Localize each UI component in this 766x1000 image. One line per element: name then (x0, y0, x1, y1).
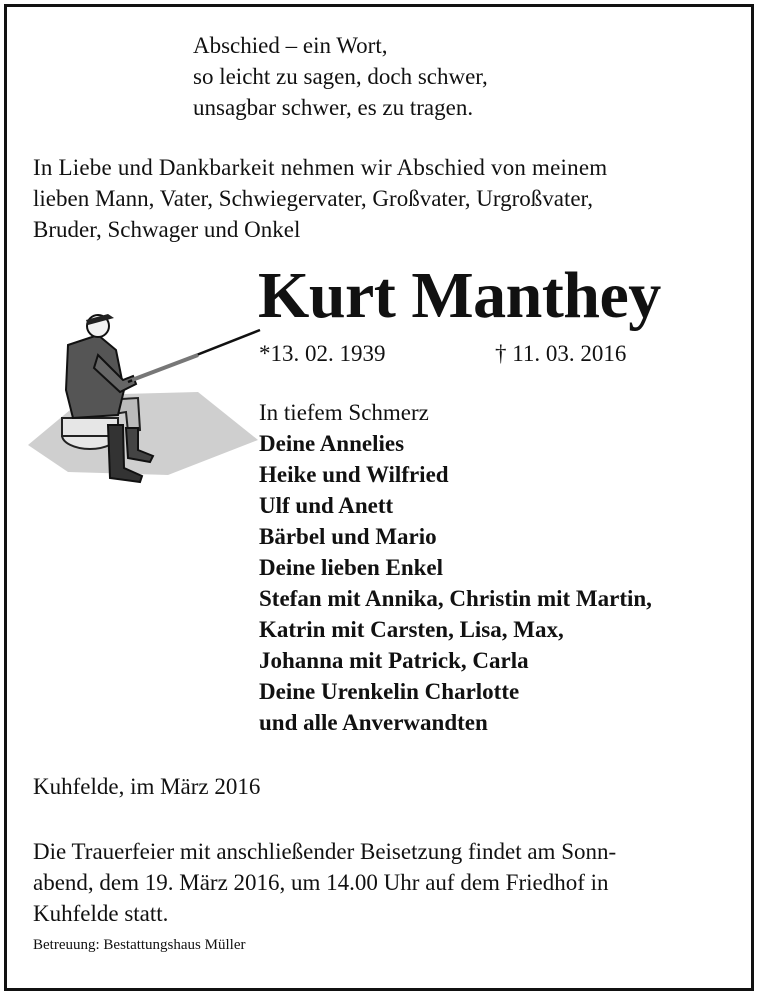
birth-date: *13. 02. 1939 (259, 341, 386, 366)
mourner-line: Stefan mit Annika, Christin mit Martin, (259, 586, 652, 611)
deceased-name: Kurt Manthey (258, 259, 661, 332)
poem-line: unsagbar schwer, es zu tragen. (193, 95, 474, 120)
service-line: abend, dem 19. März 2016, um 14.00 Uhr auf dem Friedhof in (33, 870, 609, 895)
poem-line: so leicht zu sagen, doch schwer, (193, 64, 488, 89)
service-line: Kuhfelde statt. (33, 901, 169, 926)
service-line: Die Trauerfeier mit anschließender Beisetzung findet am Sonn- (33, 839, 617, 864)
funeral-home-credit: Betreuung: Bestattungshaus Müller (33, 937, 246, 953)
mourner-line: Heike und Wilfried (259, 462, 449, 487)
mourner-line: Deine lieben Enkel (259, 555, 444, 580)
mourner-line: Deine Annelies (259, 431, 405, 456)
mourner-line: Katrin mit Carsten, Lisa, Max, (259, 617, 564, 642)
angler-illustration (28, 300, 268, 490)
mourners-heading: In tiefem Schmerz (259, 400, 429, 425)
mourner-line: Johanna mit Patrick, Carla (259, 648, 529, 673)
intro-text (33, 152, 733, 245)
mourner-line: und alle Anverwandten (259, 710, 488, 735)
mourners-list (259, 397, 652, 738)
mourner-line: Bärbel und Mario (259, 524, 437, 549)
intro-line: In Liebe und Dankbarkeit nehmen wir Abschied von meinem (33, 155, 608, 180)
mourner-line: Ulf und Anett (259, 493, 394, 518)
place-date: Kuhfelde, im März 2016 (33, 774, 261, 799)
intro-line: Bruder, Schwager und Onkel (33, 217, 301, 242)
death-date: † 11. 03. 2016 (495, 341, 627, 366)
farewell-poem (193, 30, 488, 123)
funeral-service-notice (33, 836, 735, 929)
poem-line: Abschied – ein Wort, (193, 33, 388, 58)
fishing-rod-handle (132, 355, 198, 380)
mourner-line: Deine Urenkelin Charlotte (259, 679, 520, 704)
intro-line: lieben Mann, Vater, Schwiegervater, Großvater, Urgroßvater, (33, 186, 594, 211)
